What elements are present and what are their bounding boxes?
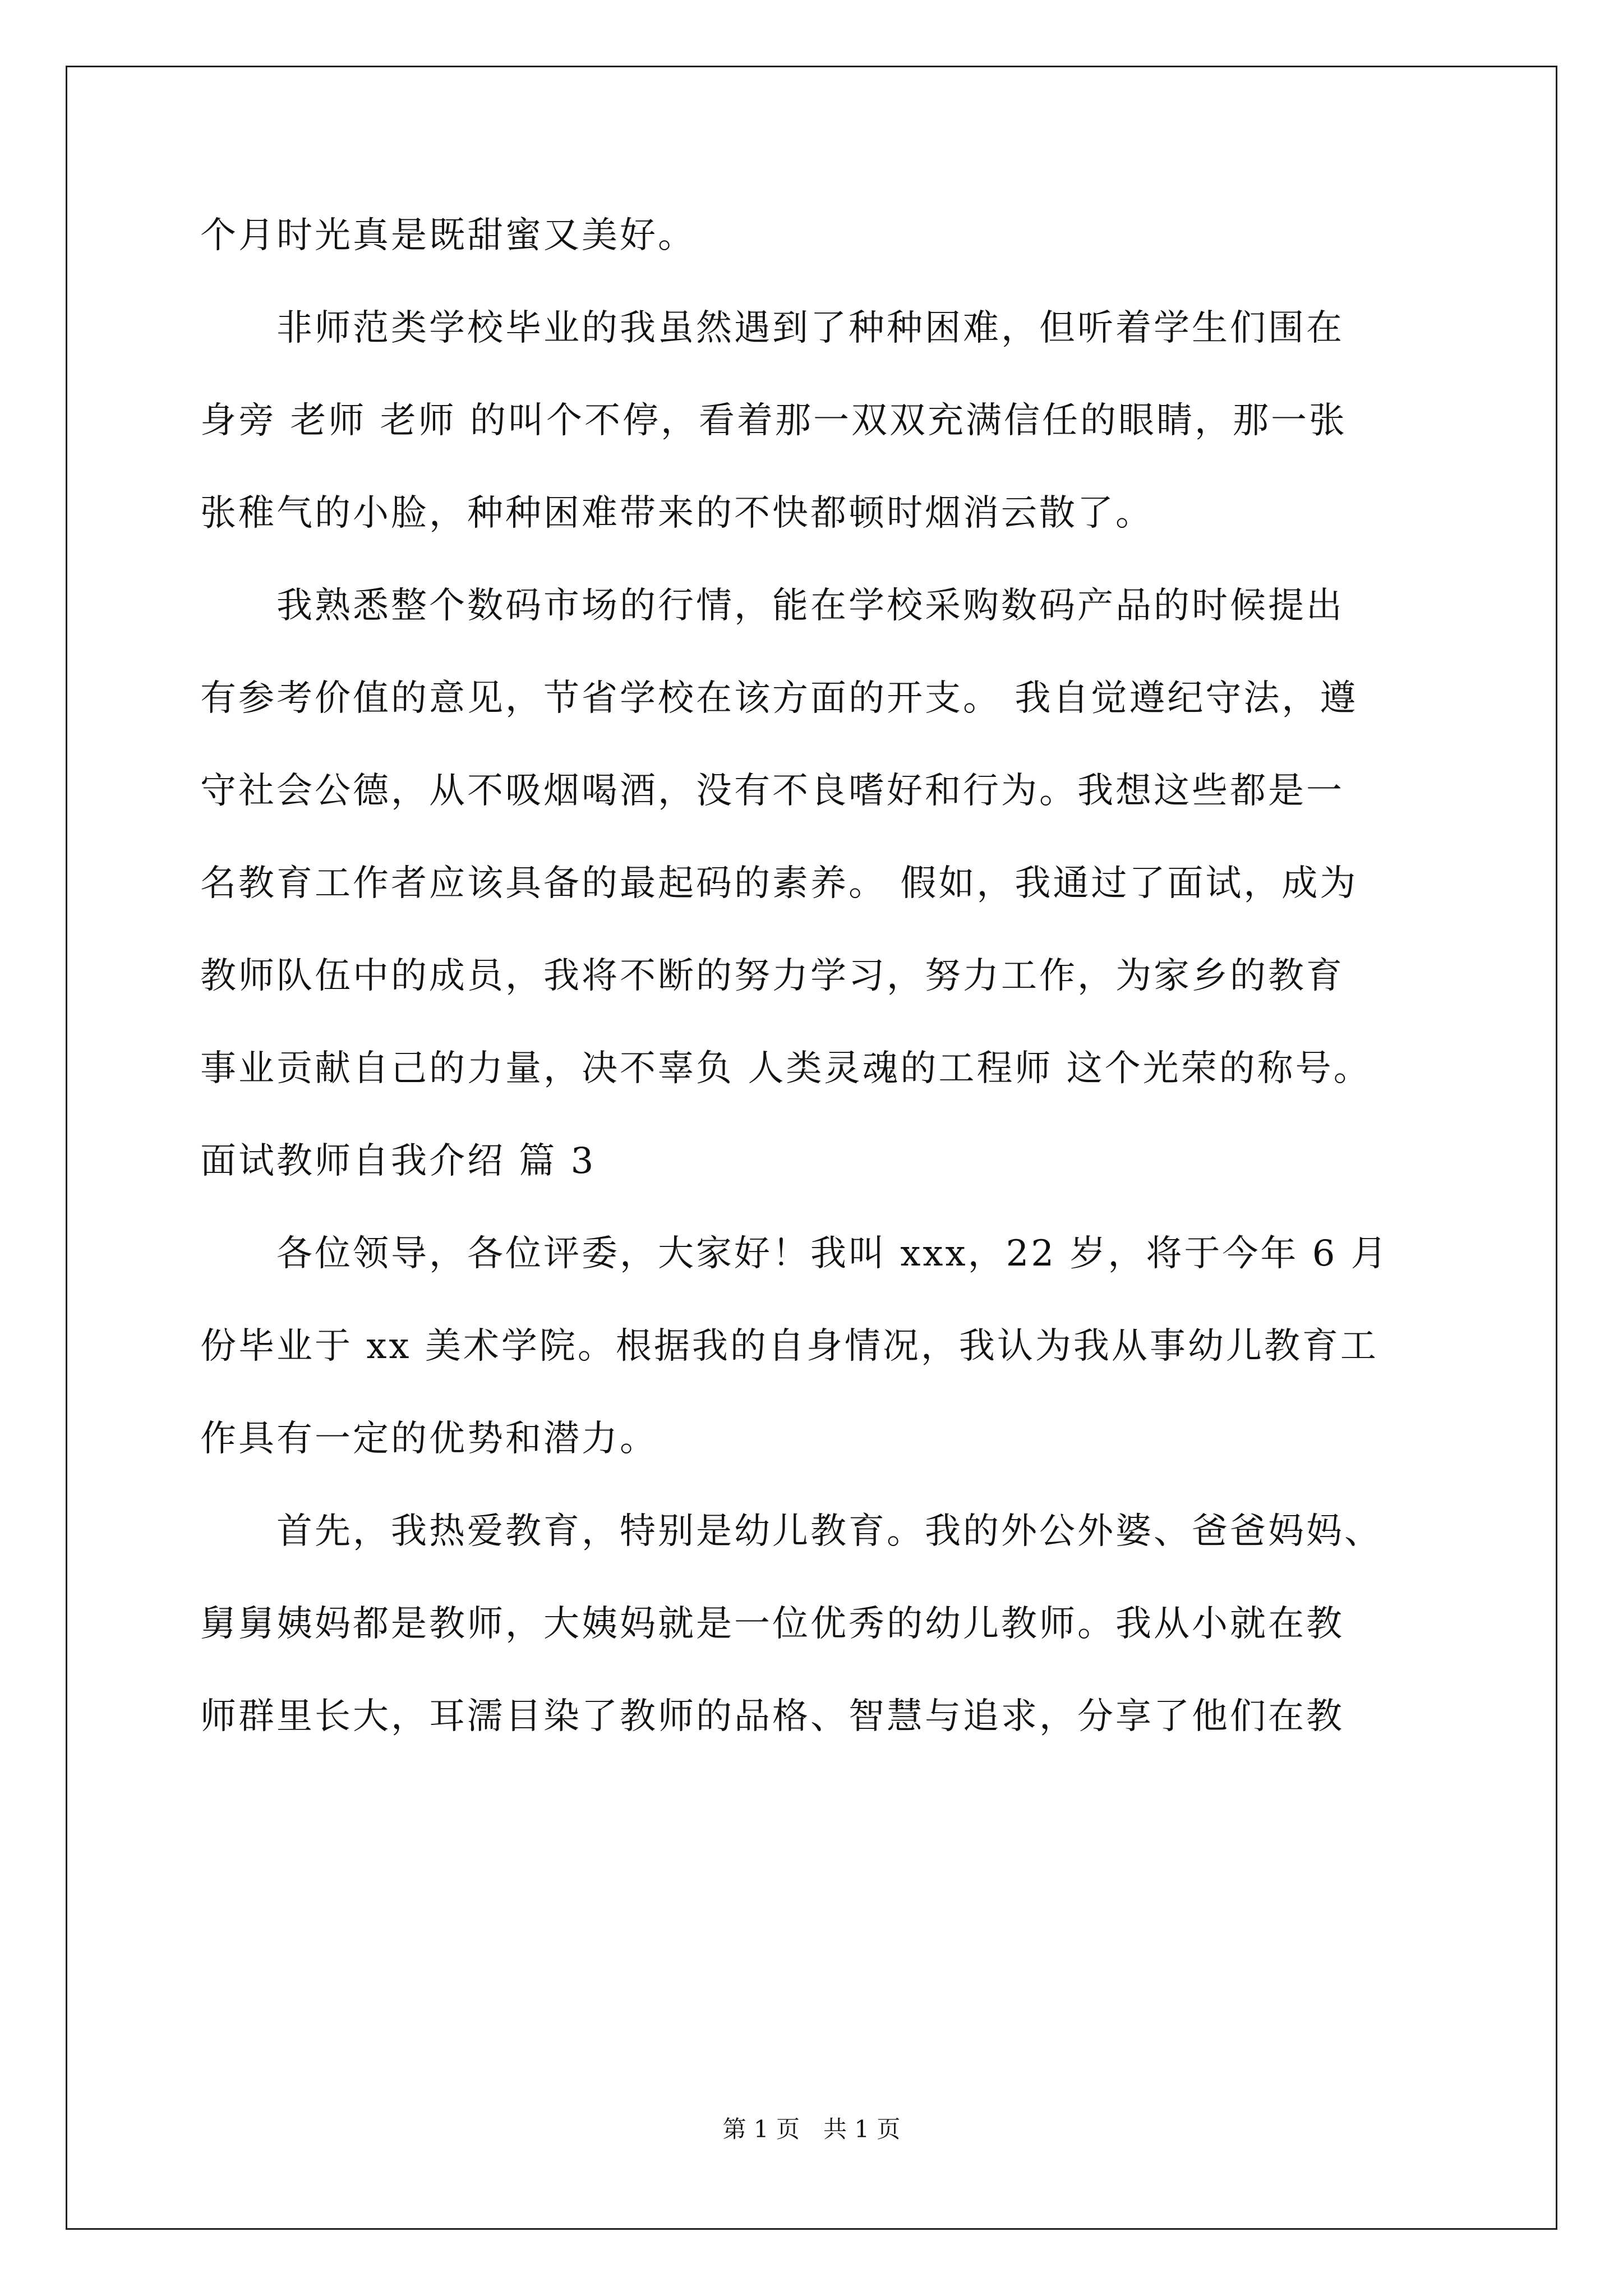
text-line-15: 首先，我热爱教育，特别是幼儿教育。我的外公外婆、爸爸妈妈、 <box>200 1511 1382 1552</box>
text-line-2: 非师范类学校毕业的我虽然遇到了种种困难，但听着学生们围在 <box>200 307 1344 349</box>
section-heading: 面试教师自我介绍 篇 3 <box>200 1140 596 1182</box>
text-line-12: 各位领导，各位评委，大家好！我叫 xxx，22 岁，将于今年 6 月 <box>200 1233 1389 1274</box>
text-line-8: 名教育工作者应该具备的最起码的素养。 假如，我通过了面试，成为 <box>200 863 1358 904</box>
text-line-3: 身旁 老师 老师 的叫个不停，看着那一双双充满信任的眼睛，那一张 <box>200 400 1348 441</box>
text-line-16: 舅舅姨妈都是教师，大姨妈就是一位优秀的幼儿教师。我从小就在教 <box>200 1603 1344 1645</box>
text-line-1: 个月时光真是既甜蜜又美好。 <box>200 215 696 256</box>
text-line-17: 师群里长大，耳濡目染了教师的品格、智慧与追求，分享了他们在教 <box>200 1696 1344 1737</box>
text-line-4: 张稚气的小脸，种种困难带来的不快都顿时烟消云散了。 <box>200 493 1154 534</box>
text-line-7: 守社会公德，从不吸烟喝酒，没有不良嗜好和行为。我想这些都是一 <box>200 770 1344 812</box>
text-line-13: 份毕业于 xx 美术学院。根据我的自身情况，我认为我从事幼儿教育工 <box>200 1326 1378 1367</box>
text-line-5: 我熟悉整个数码市场的行情，能在学校采购数码产品的时候提出 <box>200 585 1344 627</box>
page-number-footer: 第 1 页 共 1 页 <box>722 2115 901 2143</box>
text-line-14: 作具有一定的优势和潜力。 <box>200 1418 658 1460</box>
text-line-6: 有参考价值的意见，节省学校在该方面的开支。 我自觉遵纪守法，遵 <box>200 678 1358 719</box>
text-line-9: 教师队伍中的成员，我将不断的努力学习，努力工作，为家乡的教育 <box>200 955 1344 997</box>
text-line-10: 事业贡献自己的力量，决不辜负 人类灵魂的工程师 这个光荣的称号。 <box>200 1048 1372 1089</box>
